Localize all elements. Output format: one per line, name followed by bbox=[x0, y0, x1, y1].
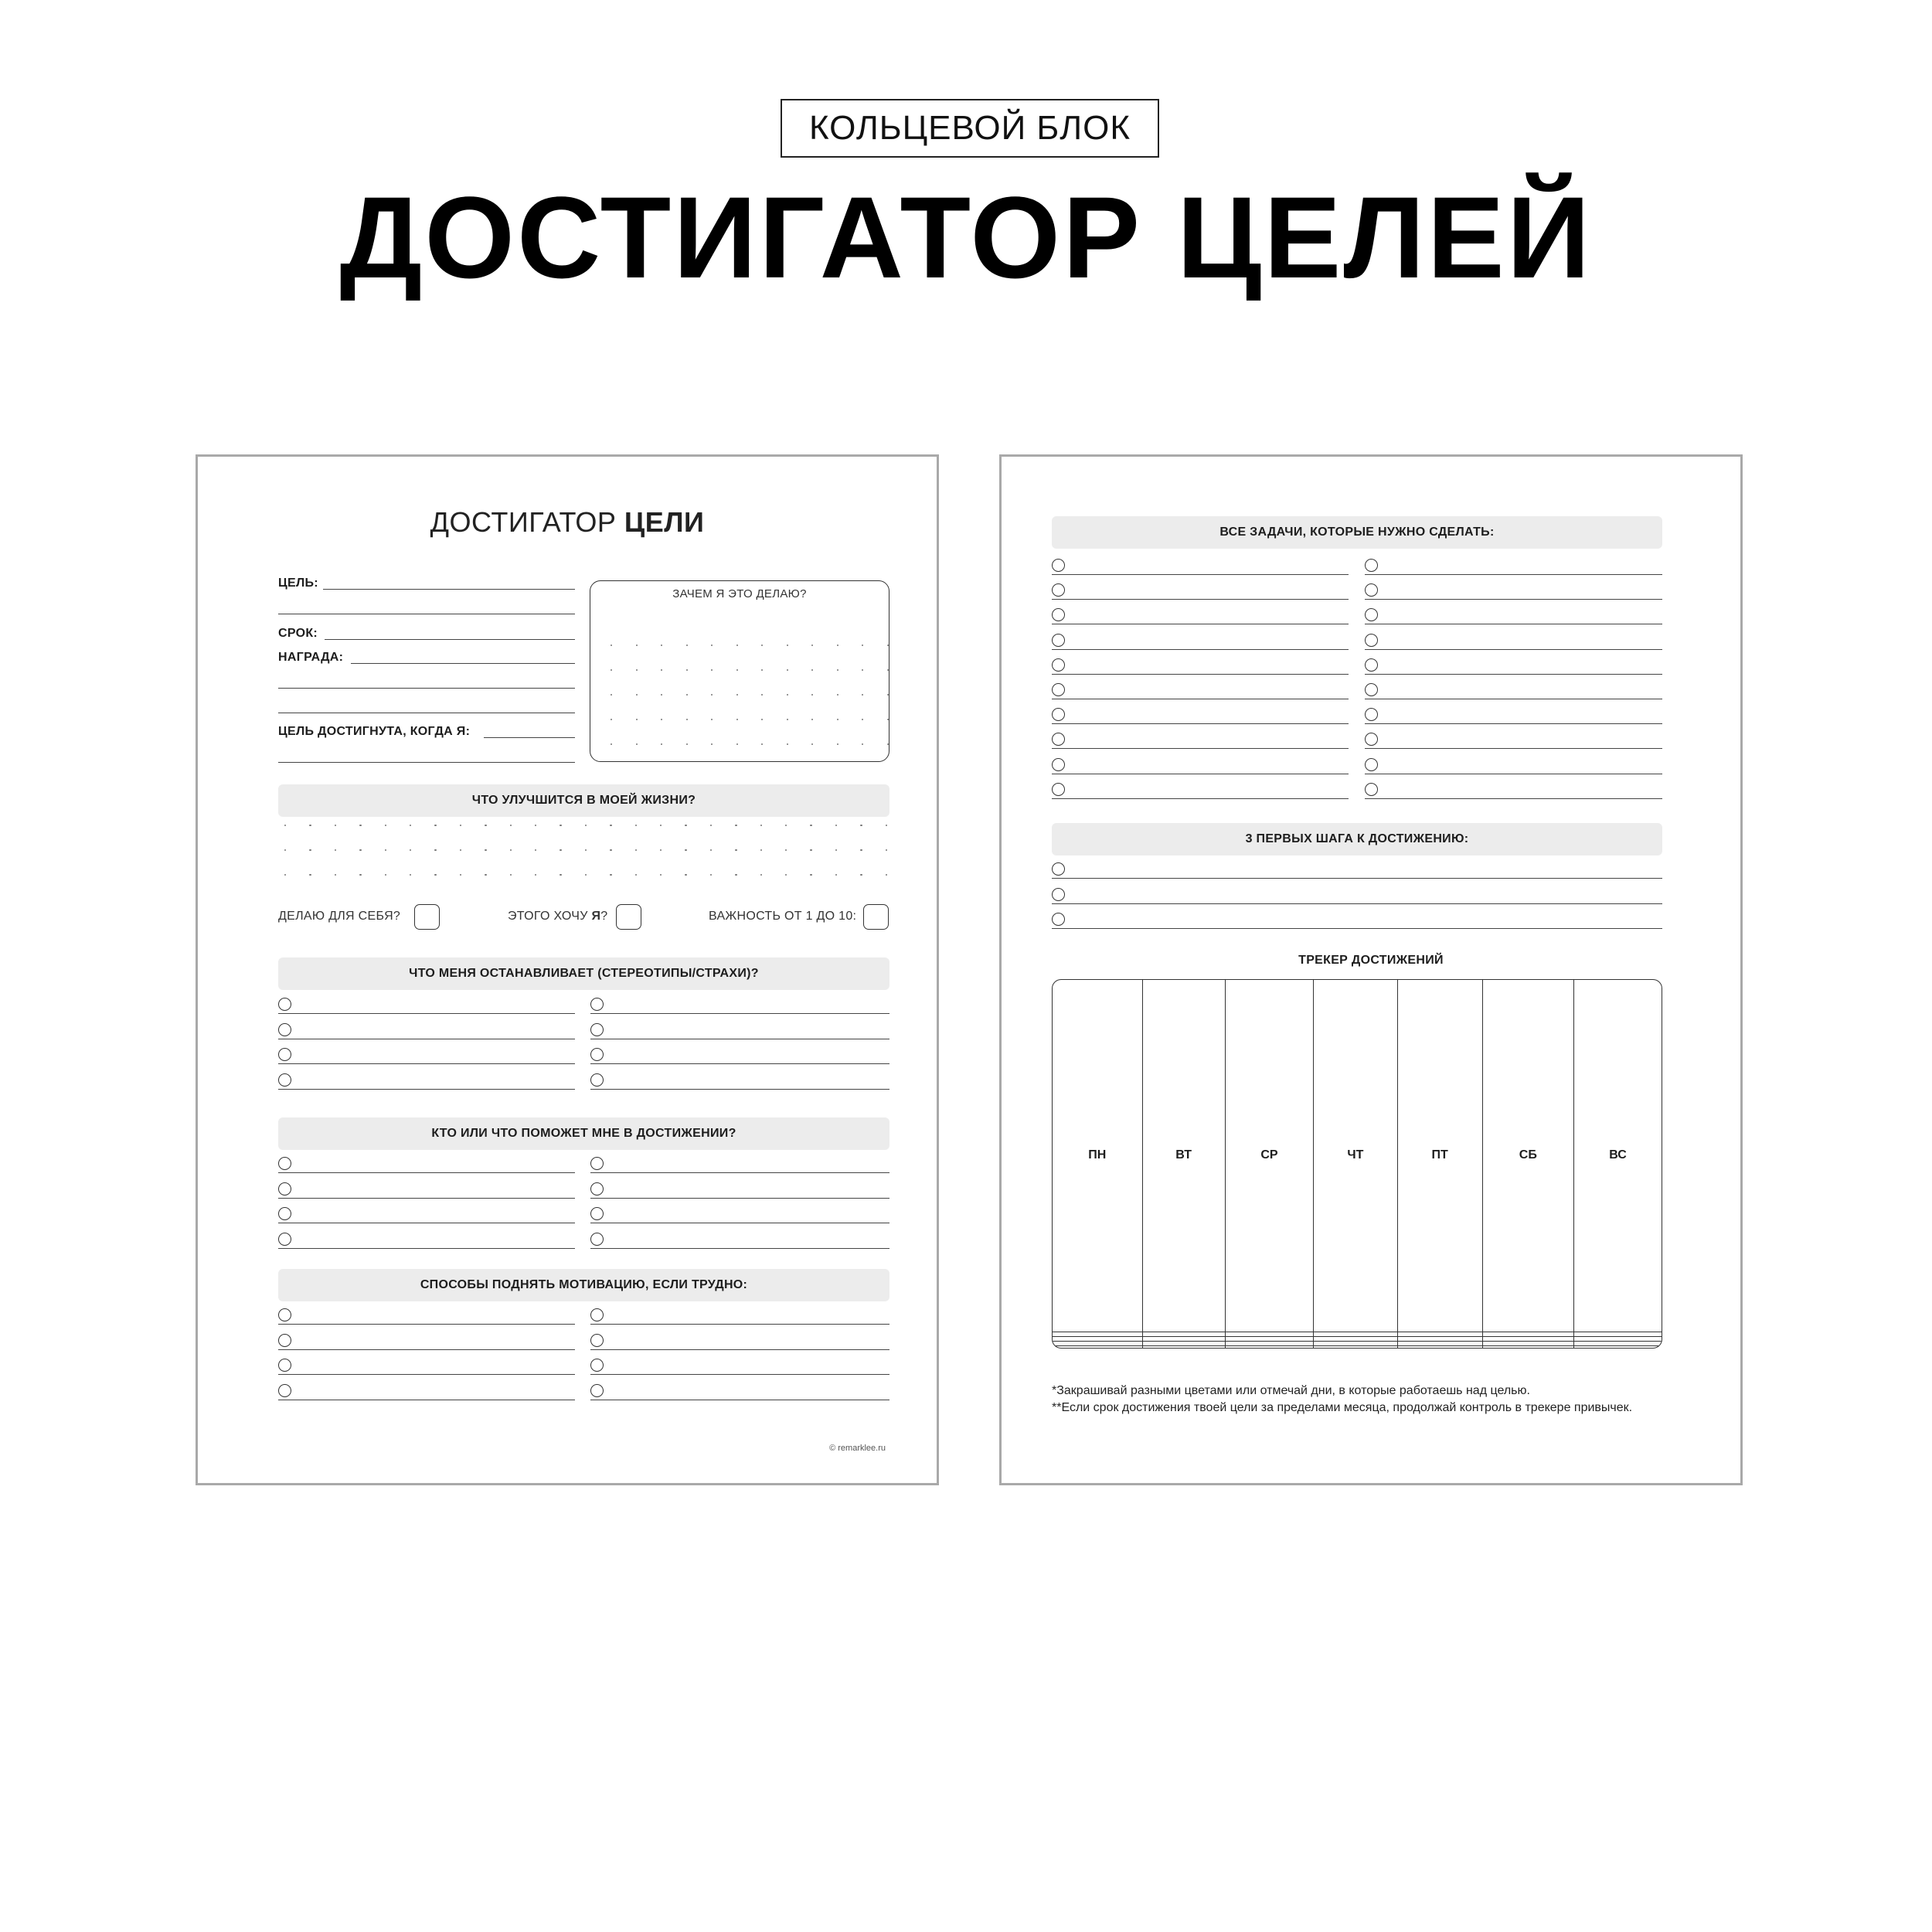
improve-header: ЧТО УЛУЧШИТСЯ В МОЕЙ ЖИЗНИ? bbox=[278, 784, 889, 817]
checkbox-circle[interactable] bbox=[590, 1157, 604, 1170]
goal-sheet-page bbox=[196, 454, 939, 1485]
checkbox-circle[interactable] bbox=[278, 998, 291, 1011]
grid-dot bbox=[685, 849, 686, 851]
grid-dot bbox=[635, 825, 637, 826]
grid-dot bbox=[735, 874, 736, 876]
checkbox-circle[interactable] bbox=[278, 1157, 291, 1170]
grid-dot bbox=[309, 874, 311, 876]
checkbox-circle[interactable] bbox=[1365, 634, 1378, 647]
grid-dot bbox=[434, 849, 436, 851]
tracker-cell[interactable] bbox=[1482, 1345, 1574, 1348]
grid-dot bbox=[636, 694, 638, 696]
write-line[interactable] bbox=[1052, 574, 1349, 575]
checkbox-circle[interactable] bbox=[1365, 683, 1378, 696]
main-title: ДОСТИГАТОР ЦЕЛЕЙ bbox=[339, 172, 1593, 302]
write-line[interactable] bbox=[278, 1013, 575, 1014]
grid-dot bbox=[660, 825, 662, 826]
grid-dot bbox=[410, 825, 411, 826]
write-line[interactable] bbox=[590, 1172, 889, 1173]
checkbox-circle[interactable] bbox=[1052, 862, 1065, 876]
grid-dot bbox=[434, 874, 436, 876]
checkbox-circle[interactable] bbox=[1052, 634, 1065, 647]
grid-dot bbox=[359, 874, 361, 876]
grid-dot bbox=[787, 719, 788, 720]
day-header: СР bbox=[1225, 980, 1314, 1330]
write-line[interactable] bbox=[1052, 903, 1662, 904]
day-header: СБ bbox=[1482, 980, 1574, 1330]
write-line[interactable] bbox=[590, 1063, 889, 1064]
checkbox-circle[interactable] bbox=[278, 1233, 291, 1246]
day-header: ЧТ bbox=[1314, 980, 1398, 1330]
checkbox-circle[interactable] bbox=[590, 1334, 604, 1347]
write-line[interactable] bbox=[1052, 878, 1662, 879]
write-line[interactable] bbox=[1052, 798, 1349, 799]
tracker-cell[interactable] bbox=[1397, 1345, 1482, 1348]
checkbox-circle[interactable] bbox=[590, 1359, 604, 1372]
grid-dot bbox=[811, 669, 813, 671]
grid-dot bbox=[710, 849, 712, 851]
day-header: ВТ bbox=[1142, 980, 1225, 1330]
write-line[interactable] bbox=[590, 1349, 889, 1350]
grid-dot bbox=[284, 874, 286, 876]
write-line[interactable] bbox=[1052, 674, 1349, 675]
grid-dot bbox=[810, 849, 811, 851]
write-line[interactable] bbox=[1365, 574, 1662, 575]
grid-dot bbox=[434, 825, 436, 826]
grid-dot bbox=[636, 645, 638, 646]
i-want-label bbox=[508, 910, 607, 923]
checkbox-circle[interactable] bbox=[1365, 608, 1378, 621]
grid-dot bbox=[811, 719, 813, 720]
grid-dot bbox=[686, 694, 688, 696]
reward-label: НАГРАДА: bbox=[278, 651, 344, 664]
grid-dot bbox=[736, 719, 738, 720]
write-line[interactable] bbox=[590, 1198, 889, 1199]
checkbox-circle[interactable] bbox=[1365, 658, 1378, 672]
grid-dot bbox=[886, 825, 887, 826]
grid-dot bbox=[710, 874, 712, 876]
checkbox-circle[interactable] bbox=[1365, 708, 1378, 721]
grid-dot bbox=[862, 743, 863, 745]
grid-dot bbox=[760, 849, 762, 851]
achieved-when-line-2[interactable] bbox=[278, 762, 575, 763]
checkbox-circle[interactable] bbox=[590, 1233, 604, 1246]
grid-dot bbox=[610, 825, 611, 826]
grid-dot bbox=[811, 743, 813, 745]
deadline-line[interactable] bbox=[325, 639, 575, 640]
write-line[interactable] bbox=[1365, 748, 1662, 749]
grid-dot bbox=[787, 645, 788, 646]
grid-dot bbox=[736, 645, 738, 646]
tracker-cell[interactable] bbox=[1574, 1345, 1662, 1348]
grid-dot bbox=[585, 849, 587, 851]
grid-dot bbox=[535, 825, 536, 826]
grid-dot bbox=[685, 825, 686, 826]
grid-dot bbox=[837, 669, 838, 671]
grid-dot bbox=[837, 743, 838, 745]
grid-dot bbox=[510, 874, 512, 876]
note-1: *Закрашивай разными цветами или отмечай дни, в которые работаешь над целью. bbox=[1052, 1384, 1530, 1397]
sheet-title-bold: ЦЕЛИ bbox=[624, 506, 705, 538]
checkbox-circle[interactable] bbox=[590, 1048, 604, 1061]
grid-dot bbox=[862, 719, 863, 720]
goal-line[interactable] bbox=[323, 589, 575, 590]
checkbox-circle[interactable] bbox=[1052, 658, 1065, 672]
grid-dot bbox=[886, 849, 887, 851]
grid-dot bbox=[735, 825, 736, 826]
checkbox-circle[interactable] bbox=[1052, 608, 1065, 621]
motivation-header: СПОСОБЫ ПОДНЯТЬ МОТИВАЦИЮ, ЕСЛИ ТРУДНО: bbox=[278, 1269, 889, 1301]
grid-dot bbox=[811, 694, 813, 696]
checkbox-circle[interactable] bbox=[1052, 758, 1065, 771]
grid-dot bbox=[610, 874, 611, 876]
write-line[interactable] bbox=[590, 1089, 889, 1090]
checkbox-circle[interactable] bbox=[1365, 583, 1378, 597]
grid-dot bbox=[485, 825, 486, 826]
grid-dot bbox=[761, 694, 763, 696]
write-line[interactable] bbox=[278, 1248, 575, 1249]
grid-dot bbox=[787, 669, 788, 671]
grid-dot bbox=[510, 825, 512, 826]
grid-dot bbox=[535, 874, 536, 876]
grid-dot bbox=[585, 874, 587, 876]
checkbox-circle[interactable] bbox=[1052, 783, 1065, 796]
checkbox-circle[interactable] bbox=[278, 1359, 291, 1372]
checkbox-circle[interactable] bbox=[590, 1308, 604, 1321]
grid-dot bbox=[785, 849, 787, 851]
checkbox-circle[interactable] bbox=[1052, 708, 1065, 721]
grid-dot bbox=[661, 694, 662, 696]
first-steps-header: 3 ПЕРВЫХ ШАГА К ДОСТИЖЕНИЮ: bbox=[1052, 823, 1662, 855]
checkbox-circle[interactable] bbox=[1052, 583, 1065, 597]
write-line[interactable] bbox=[590, 1013, 889, 1014]
grid-dot bbox=[660, 849, 662, 851]
write-line[interactable] bbox=[1365, 723, 1662, 724]
grid-dot bbox=[560, 874, 561, 876]
write-line[interactable] bbox=[278, 1172, 575, 1173]
write-line[interactable] bbox=[278, 1063, 575, 1064]
write-line[interactable] bbox=[1365, 674, 1662, 675]
grid-dot bbox=[887, 743, 889, 745]
grid-dot bbox=[359, 825, 361, 826]
checkbox-circle[interactable] bbox=[1052, 733, 1065, 746]
grid-dot bbox=[860, 825, 862, 826]
write-line[interactable] bbox=[278, 1198, 575, 1199]
grid-dot bbox=[810, 874, 811, 876]
why-box-label: ЗАЧЕМ Я ЭТО ДЕЛАЮ? bbox=[672, 587, 807, 600]
grid-dot bbox=[862, 645, 863, 646]
grid-dot bbox=[686, 645, 688, 646]
sheet-title bbox=[198, 506, 937, 539]
grid-dot bbox=[660, 874, 662, 876]
write-line[interactable] bbox=[590, 1248, 889, 1249]
checkbox-circle[interactable] bbox=[1052, 683, 1065, 696]
grid-dot bbox=[785, 874, 787, 876]
grid-dot bbox=[887, 694, 889, 696]
grid-dot bbox=[335, 874, 336, 876]
grid-dot bbox=[761, 669, 763, 671]
grid-dot bbox=[385, 874, 386, 876]
grid-dot bbox=[711, 669, 713, 671]
grid-dot bbox=[636, 669, 638, 671]
checkbox-circle[interactable] bbox=[590, 998, 604, 1011]
grid-dot bbox=[636, 719, 638, 720]
checkbox-circle[interactable] bbox=[278, 1073, 291, 1087]
grid-dot bbox=[686, 743, 688, 745]
grid-dot bbox=[611, 694, 612, 696]
checkbox-circle[interactable] bbox=[1052, 913, 1065, 926]
grid-dot bbox=[460, 825, 461, 826]
grid-dot bbox=[711, 719, 713, 720]
grid-dot bbox=[385, 825, 386, 826]
grid-dot bbox=[485, 849, 486, 851]
grid-dot bbox=[862, 669, 863, 671]
tasks-header: ВСЕ ЗАДАЧИ, КОТОРЫЕ НУЖНО СДЕЛАТЬ: bbox=[1052, 516, 1662, 549]
grid-dot bbox=[335, 825, 336, 826]
checkbox-circle[interactable] bbox=[1365, 783, 1378, 796]
achieved-when-line[interactable] bbox=[484, 737, 575, 738]
grid-dot bbox=[887, 645, 889, 646]
grid-dot bbox=[309, 825, 311, 826]
grid-dot bbox=[560, 825, 561, 826]
grid-dot bbox=[860, 874, 862, 876]
grid-dot bbox=[862, 694, 863, 696]
write-line[interactable] bbox=[1052, 748, 1349, 749]
write-line[interactable] bbox=[1052, 723, 1349, 724]
deadline-label: СРОК: bbox=[278, 627, 318, 640]
write-line[interactable] bbox=[590, 1374, 889, 1375]
checkbox-circle[interactable] bbox=[590, 1207, 604, 1220]
grid-dot bbox=[837, 694, 838, 696]
tracker-cell[interactable] bbox=[1225, 1345, 1314, 1348]
grid-dot bbox=[886, 874, 887, 876]
grid-dot bbox=[661, 743, 662, 745]
grid-dot bbox=[585, 825, 587, 826]
grid-dot bbox=[711, 743, 713, 745]
checkbox-circle[interactable] bbox=[1052, 888, 1065, 901]
write-line[interactable] bbox=[1365, 798, 1662, 799]
checkbox-circle[interactable] bbox=[278, 1048, 291, 1061]
tasks-sheet-page bbox=[999, 454, 1743, 1485]
tracker-cell[interactable] bbox=[1053, 1345, 1142, 1348]
grid-dot bbox=[635, 849, 637, 851]
grid-dot bbox=[385, 849, 386, 851]
grid-dot bbox=[887, 669, 889, 671]
grid-dot bbox=[611, 719, 612, 720]
grid-dot bbox=[735, 849, 736, 851]
write-line[interactable] bbox=[278, 1089, 575, 1090]
grid-dot bbox=[887, 719, 889, 720]
write-line[interactable] bbox=[1365, 599, 1662, 600]
helps-header: КТО ИЛИ ЧТО ПОМОЖЕТ МНЕ В ДОСТИЖЕНИИ? bbox=[278, 1117, 889, 1150]
achievement-tracker bbox=[1052, 979, 1662, 1349]
write-line[interactable] bbox=[278, 1374, 575, 1375]
grid-dot bbox=[610, 849, 611, 851]
ring-block-badge: КОЛЬЦЕВОЙ БЛОК bbox=[781, 99, 1159, 158]
checkbox-circle[interactable] bbox=[278, 1207, 291, 1220]
i-want-checkbox[interactable] bbox=[616, 904, 641, 930]
goal-label: ЦЕЛЬ: bbox=[278, 577, 318, 590]
grid-dot bbox=[485, 874, 486, 876]
grid-dot bbox=[661, 669, 662, 671]
grid-dot bbox=[661, 719, 662, 720]
grid-dot bbox=[785, 825, 787, 826]
reward-line[interactable] bbox=[351, 663, 575, 664]
write-line[interactable] bbox=[1052, 599, 1349, 600]
for-myself-checkbox[interactable] bbox=[414, 904, 440, 930]
grid-dot bbox=[460, 849, 461, 851]
grid-dot bbox=[711, 694, 713, 696]
grid-dot bbox=[761, 743, 763, 745]
grid-dot bbox=[787, 743, 788, 745]
grid-dot bbox=[761, 719, 763, 720]
write-line[interactable] bbox=[278, 1349, 575, 1350]
improve-dot-grid[interactable] bbox=[278, 825, 889, 886]
i-want-text: ЭТОГО ХОЧУ bbox=[508, 910, 592, 923]
importance-box[interactable] bbox=[863, 904, 889, 930]
why-box[interactable] bbox=[590, 580, 889, 762]
write-line[interactable] bbox=[1052, 928, 1662, 929]
importance-label: ВАЖНОСТЬ ОТ 1 ДО 10: bbox=[709, 910, 857, 923]
grid-dot bbox=[837, 645, 838, 646]
grid-dot bbox=[611, 669, 612, 671]
day-header: ПТ bbox=[1397, 980, 1482, 1330]
checkbox-circle[interactable] bbox=[590, 1023, 604, 1036]
for-myself-label: ДЕЛАЮ ДЛЯ СЕБЯ? bbox=[278, 910, 401, 923]
tracker-cell[interactable] bbox=[1142, 1345, 1225, 1348]
write-line[interactable] bbox=[1052, 649, 1349, 650]
tracker-title: ТРЕКЕР ДОСТИЖЕНИЙ bbox=[1298, 954, 1444, 967]
day-header: ВС bbox=[1574, 980, 1662, 1330]
grid-dot bbox=[736, 669, 738, 671]
grid-dot bbox=[787, 694, 788, 696]
grid-dot bbox=[636, 743, 638, 745]
checkbox-circle[interactable] bbox=[278, 1182, 291, 1196]
checkbox-circle[interactable] bbox=[590, 1384, 604, 1397]
grid-dot bbox=[736, 694, 738, 696]
grid-dot bbox=[309, 849, 311, 851]
grid-dot bbox=[810, 825, 811, 826]
grid-dot bbox=[736, 743, 738, 745]
grid-dot bbox=[685, 874, 686, 876]
grid-dot bbox=[284, 849, 286, 851]
grid-dot bbox=[835, 825, 837, 826]
grid-dot bbox=[837, 719, 838, 720]
checkbox-circle[interactable] bbox=[278, 1023, 291, 1036]
grid-dot bbox=[760, 874, 762, 876]
checkbox-circle[interactable] bbox=[590, 1182, 604, 1196]
grid-dot bbox=[535, 849, 536, 851]
checkbox-circle[interactable] bbox=[278, 1334, 291, 1347]
grid-dot bbox=[284, 825, 286, 826]
grid-dot bbox=[686, 719, 688, 720]
i-want-bold: Я bbox=[591, 910, 601, 923]
grid-dot bbox=[811, 645, 813, 646]
sheet-title-regular: ДОСТИГАТОР bbox=[430, 506, 624, 538]
grid-dot bbox=[860, 849, 862, 851]
grid-dot bbox=[835, 849, 837, 851]
checkbox-circle[interactable] bbox=[278, 1308, 291, 1321]
write-line[interactable] bbox=[590, 1324, 889, 1325]
tracker-cell[interactable] bbox=[1314, 1345, 1398, 1348]
day-header: ПН bbox=[1053, 980, 1142, 1330]
grid-dot bbox=[686, 669, 688, 671]
grid-dot bbox=[661, 645, 662, 646]
grid-dot bbox=[710, 825, 712, 826]
checkbox-circle[interactable] bbox=[1365, 758, 1378, 771]
grid-dot bbox=[510, 849, 512, 851]
checkbox-circle[interactable] bbox=[1365, 733, 1378, 746]
write-line[interactable] bbox=[1365, 649, 1662, 650]
grid-dot bbox=[611, 645, 612, 646]
grid-dot bbox=[359, 849, 361, 851]
grid-dot bbox=[760, 825, 762, 826]
grid-dot bbox=[711, 645, 713, 646]
checkbox-circle[interactable] bbox=[278, 1384, 291, 1397]
checkbox-circle[interactable] bbox=[1052, 559, 1065, 572]
grid-dot bbox=[835, 874, 837, 876]
grid-dot bbox=[635, 874, 637, 876]
reward-line-2[interactable] bbox=[278, 688, 575, 689]
stops-header: ЧТО МЕНЯ ОСТАНАВЛИВАЕТ (СТЕРЕОТИПЫ/СТРАХИ)? bbox=[278, 957, 889, 990]
grid-dot bbox=[335, 849, 336, 851]
write-line[interactable] bbox=[278, 1324, 575, 1325]
grid-dot bbox=[560, 849, 561, 851]
grid-dot bbox=[611, 743, 612, 745]
grid-dot bbox=[410, 874, 411, 876]
achieved-when-label: ЦЕЛЬ ДОСТИГНУТА, КОГДА Я: bbox=[278, 725, 471, 738]
grid-dot bbox=[460, 874, 461, 876]
checkbox-circle[interactable] bbox=[590, 1073, 604, 1087]
i-want-question: ? bbox=[600, 910, 608, 923]
note-2: **Если срок достижения твоей цели за пределами месяца, продолжай контроль в трекере привычек. bbox=[1052, 1401, 1633, 1414]
copyright: © remarklee.ru bbox=[829, 1444, 886, 1453]
checkbox-circle[interactable] bbox=[1365, 559, 1378, 572]
grid-dot bbox=[410, 849, 411, 851]
grid-dot bbox=[761, 645, 763, 646]
